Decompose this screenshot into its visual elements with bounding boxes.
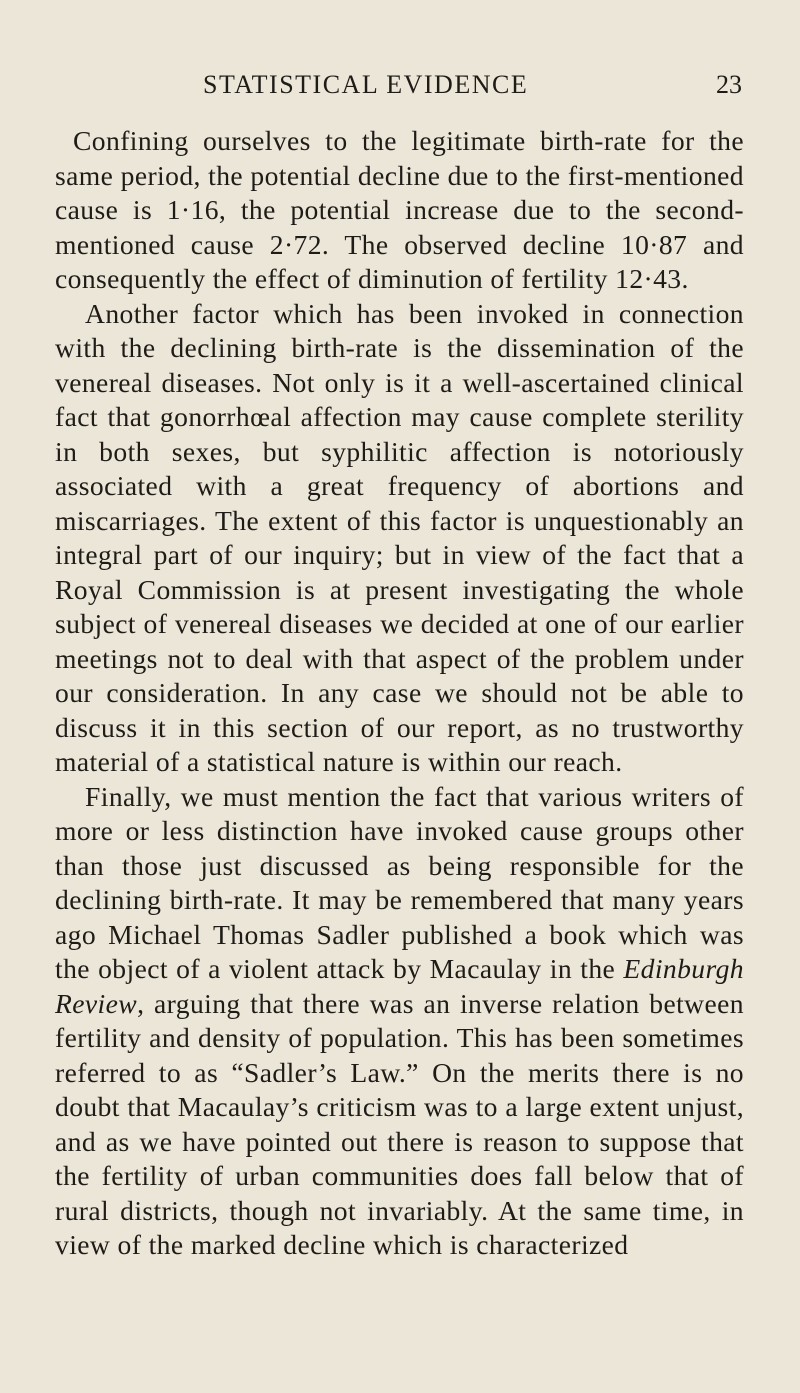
- paragraph-3-text-after: , arguing that there was an inverse relation between fertility and density of population. This has been sometimes referred to as “Sadler’s Law.” On the merits there is no doubt that Macaulay’s criticism was to a large extent unjust, and as we have pointed out there is reason to suppose that the fertility of urban communities does fall below that of rural districts, though not invariably. At the same time, in view of the marked decline which is characterized: [55, 987, 744, 1260]
- running-title: STATISTICAL EVIDENCE: [203, 70, 529, 99]
- paragraph-3: [55, 780, 744, 1263]
- paragraph-2: Another factor which has been invoked in connection with the declining birth-rate is the dissemination of the venereal diseases. Not only is it a well-ascertained clinical fact that gonorrhœal affection may cause complete sterility in both sexes, but syphilitic affection is notoriously associated with a great frequency of abortions and miscarriages. The extent of this factor is unquestionably an integral part of our inquiry; but in view of the fact that a Royal Commission is at present investigating the whole subject of venereal diseases we decided at one of our earlier meetings not to deal with that aspect of the problem under our consideration. In any case we should not be able to discuss it in this section of our report, as no trustworthy material of a statistical nature is within our reach.: [55, 297, 744, 777]
- paragraph-3-text-before: Finally, we must mention the fact that various writers of more or less distinction have invoked cause groups other than those just discussed as being responsible for the declining birth-rate. It may be remembered that many years ago Michael Thomas Sadler published a book which was the object of a violent attack by Macaulay in the: [55, 780, 744, 984]
- page-number: 23: [716, 70, 742, 99]
- body-text: [55, 124, 744, 1263]
- paragraph-1: Confining ourselves to the legitimate birth-rate for the same period, the potential decline due to the first-mentioned cause is 1·16, the potential increase due to the second-mentioned cause 2·72. The observed decline 10·87 and consequently the effect of diminution of fertility 12·43.: [55, 125, 744, 294]
- running-head: [55, 70, 744, 110]
- journal-title: Edinburgh Review: [55, 953, 744, 1019]
